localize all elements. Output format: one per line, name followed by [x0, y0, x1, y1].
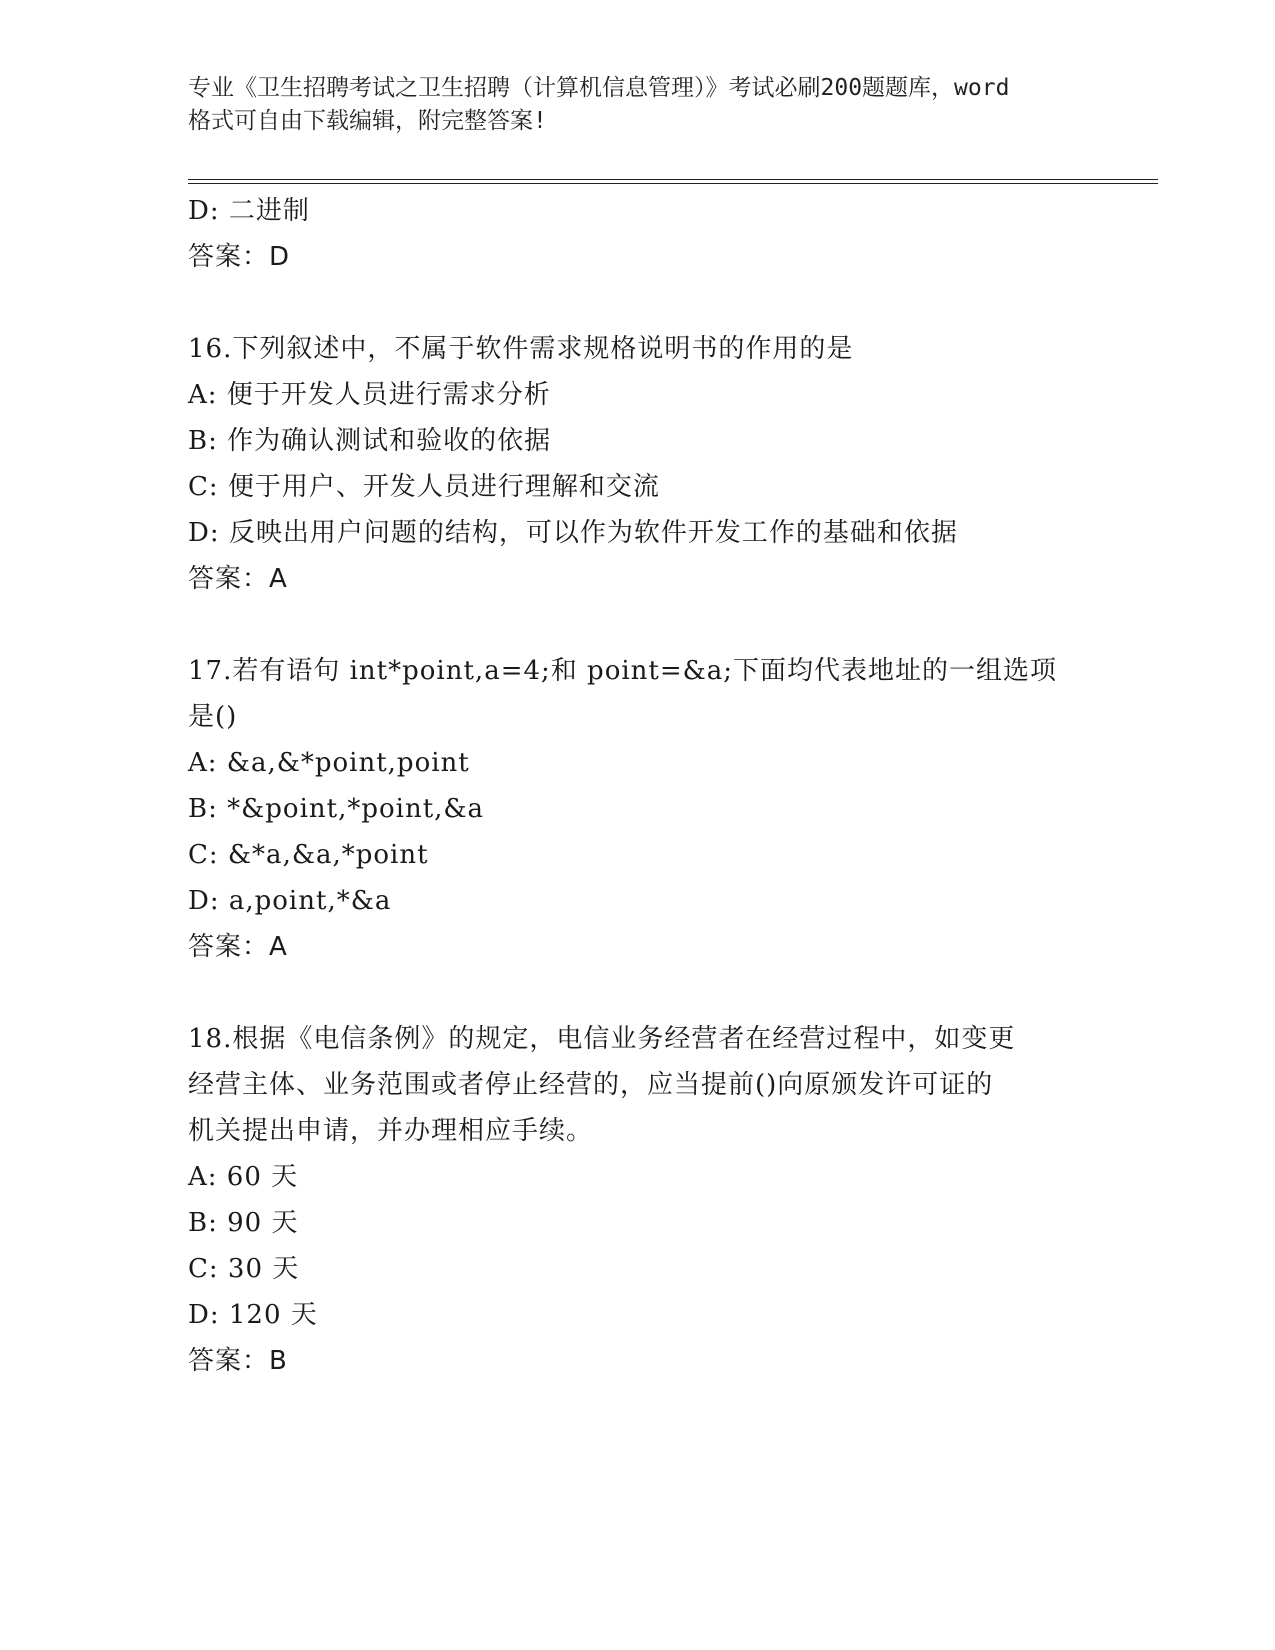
question-17: [188, 648, 1088, 970]
option-d: D: 反映出用户问题的结构，可以作为软件开发工作的基础和依据: [188, 518, 958, 548]
question-16: [188, 326, 1088, 602]
question-text-continued: 是(): [188, 702, 238, 732]
option-b: B: *&point,*point,&a: [188, 794, 485, 824]
header-divider-top: [188, 179, 1158, 180]
spacer: [188, 280, 1088, 326]
question-text: 17.若有语句 int*point,a=4;和 point=&a;下面均代表地址的一组选项: [188, 656, 1058, 686]
question-text: 18.根据《电信条例》的规定，电信业务经营者在经营过程中，如变更: [188, 1024, 1016, 1054]
question-text-continued: 机关提出申请，并办理相应手续。: [188, 1116, 594, 1146]
option-d: D: 120 天: [188, 1300, 318, 1330]
question-text-continued: 经营主体、业务范围或者停止经营的，应当提前()向原颁发许可证的: [188, 1070, 994, 1100]
question-15-tail: [188, 188, 1088, 280]
option-d: D: 二进制: [188, 196, 310, 226]
header-line-1: 专业《卫生招聘考试之卫生招聘（计算机信息管理）》考试必刷200题题库，word: [188, 75, 1010, 101]
document-header: [188, 72, 1088, 138]
option-a: A: 60 天: [188, 1162, 299, 1192]
spacer: [188, 970, 1088, 1016]
spacer: [188, 602, 1088, 648]
question-list: [188, 188, 1088, 1384]
header-divider-bottom: [188, 183, 1158, 184]
question-text: 16.下列叙述中，不属于软件需求规格说明书的作用的是: [188, 334, 854, 364]
option-d: D: a,point,*&a: [188, 886, 392, 916]
answer-line: 答案：B: [188, 1346, 288, 1376]
option-c: C: 30 天: [188, 1254, 300, 1284]
option-c: C: 便于用户、开发人员进行理解和交流: [188, 472, 660, 502]
option-b: B: 作为确认测试和验收的依据: [188, 426, 552, 456]
answer-line: 答案：A: [188, 564, 288, 594]
question-18: [188, 1016, 1088, 1384]
option-a: A: &a,&*point,point: [188, 748, 470, 778]
header-line-2: 格式可自由下载编辑，附完整答案!: [188, 108, 547, 134]
option-c: C: &*a,&a,*point: [188, 840, 429, 870]
answer-line: 答案：A: [188, 932, 288, 962]
option-a: A: 便于开发人员进行需求分析: [188, 380, 551, 410]
answer-line: 答案：D: [188, 242, 291, 272]
option-b: B: 90 天: [188, 1208, 299, 1238]
